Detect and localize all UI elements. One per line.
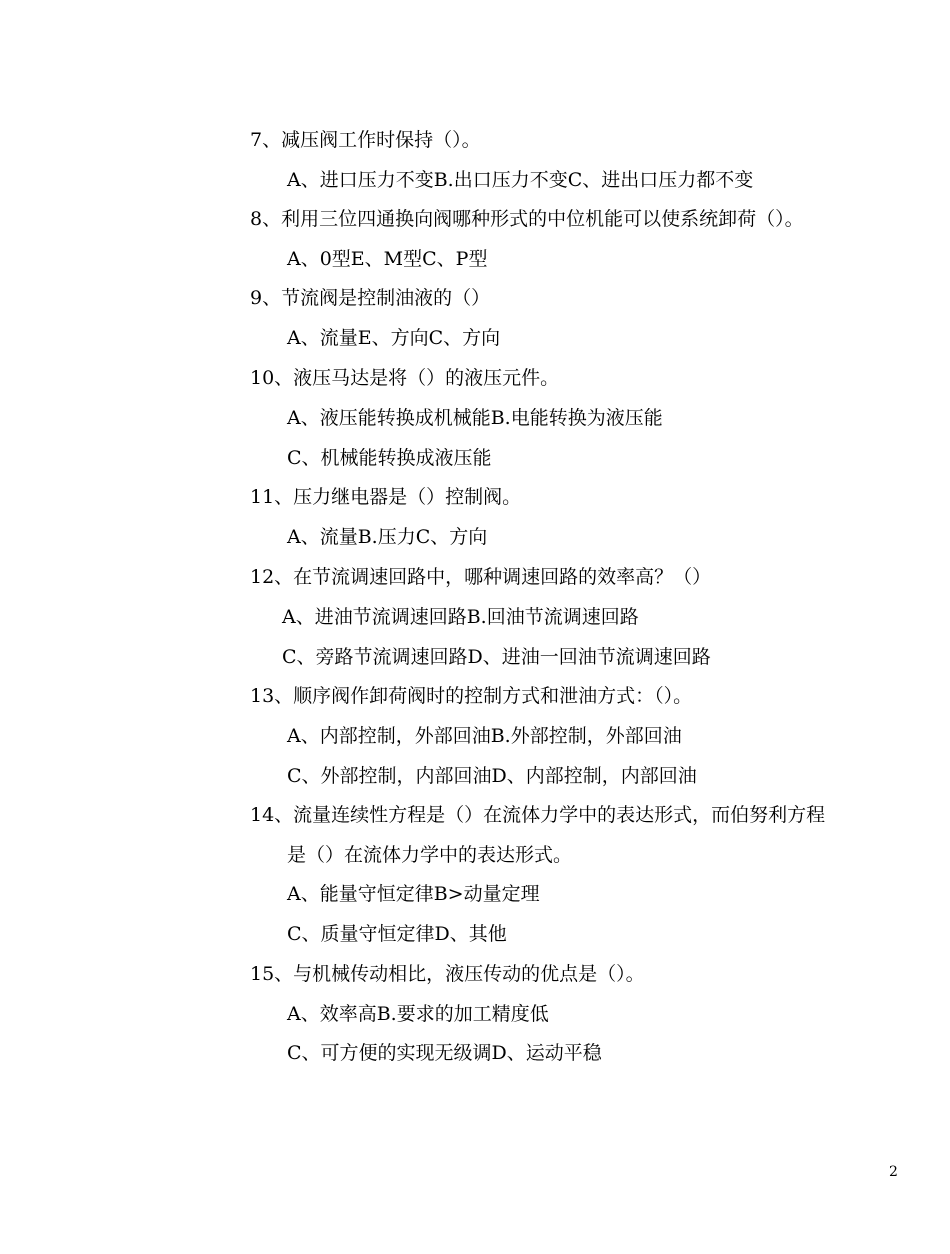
question-7-options: A、进口压力不变B.出口压力不变C、进出口压力都不变 [287, 169, 754, 191]
question-13-options-ab: A、内部控制，外部回油B.外部控制，外部回油 [287, 725, 682, 747]
question-15-options-cd: C、可方便的实现无级调D、运动平稳 [287, 1042, 602, 1064]
question-14-options-ab: A、能量守恒定律B>动量定理 [287, 883, 540, 905]
question-13-options-cd: C、外部控制，内部回油D、内部控制，内部回油 [287, 765, 697, 787]
question-11: 11、压力继电器是（）控制阀。 [250, 486, 522, 508]
question-9-options: A、流量E、方向C、方向 [287, 327, 501, 349]
question-15: 15、与机械传动相比，液压传动的优点是（）。 [250, 963, 645, 985]
question-12-options-ab: A、进油节流调速回路B.回油节流调速回路 [282, 606, 639, 628]
question-11-options: A、流量B.压力C、方向 [287, 526, 488, 548]
question-7: 7、减压阀工作时保持（）。 [250, 129, 481, 151]
question-14-continued: 是（）在流体力学中的表达形式。 [287, 844, 573, 866]
question-15-options-ab: A、效率高B.要求的加工精度低 [287, 1003, 549, 1025]
question-10: 10、液压马达是将（）的液压元件。 [250, 367, 560, 389]
question-8: 8、利用三位四通换向阀哪种形式的中位机能可以使系统卸荷（）。 [250, 208, 804, 230]
question-13: 13、顺序阀作卸荷阀时的控制方式和泄油方式：（）。 [250, 685, 693, 707]
question-10-options-c: C、机械能转换成液压能 [287, 447, 492, 469]
question-14-options-cd: C、质量守恒定律D、其他 [287, 923, 507, 945]
question-12-options-cd: C、旁路节流调速回路D、进油一回油节流调速回路 [282, 646, 711, 668]
question-14: 14、流量连续性方程是（）在流体力学中的表达形式，而伯努利方程 [250, 804, 826, 826]
question-8-options: A、0型E、M型C、P型 [287, 248, 488, 270]
question-12: 12、在节流调速回路中，哪种调速回路的效率高？（） [250, 566, 712, 588]
page-number: 2 [889, 1164, 898, 1180]
question-9: 9、节流阀是控制油液的（） [250, 287, 491, 309]
question-10-options-ab: A、液压能转换成机械能B.电能转换为液压能 [287, 407, 663, 429]
